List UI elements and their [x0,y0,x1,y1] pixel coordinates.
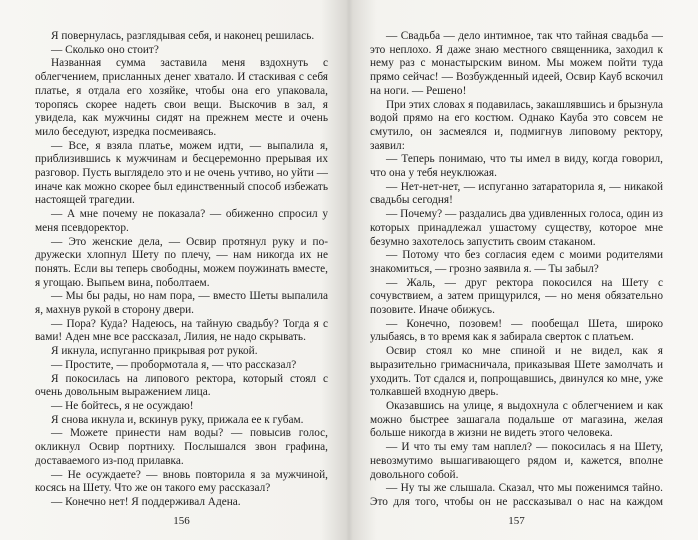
paragraph: Освир стоял ко мне спиной и не видел, как я выразительно гримасничала, приказывая Шете замолчать и уходить. Тот сдался и, попрощавшись, двинулся ко мне, уже толкавшей входную дверь. [370,345,663,399]
paragraph: — Потому что без согласия едем с моими родителями знакомиться, — грозно заявила я. — Ты забыл? [370,249,663,275]
paragraph: При этих словах я подавилась, закашлявшись и брызнула водой прямо на его костюм. Однако Кауба это совсем не смутило, он засмеялся и, подмигнув липовому ректору, заявил: [370,98,663,152]
paragraph: — Сколько оно стоит? [51,43,159,56]
paragraph: Названная сумма заставила меня вздохнуть с облегчением, присланных денег хватало. И стаскивая с себя платье, я отдала его хозяйке, чтобы она его упаковала, торопясь скорее надеть свои вещи. Выскочив в зал, я увидела, как мужчины сидят на прежнем месте и очень мило беседуют, изредка посмеиваясь. [35,57,328,138]
paragraph: — Конечно нет! Я поддерживал Адена. [51,495,241,508]
left-page-text [35,30,328,508]
paragraph: — И что ты ему там наплел? — покосилась я на Шету, невозмутимо вышагивающего рядом и, кажется, вполне довольного собой. [370,441,663,481]
paragraph: — Нет-нет-нет, — испуганно затараторила я, — никакой свадьбы сегодня! [370,180,663,207]
paragraph: — Мы бы рады, но нам пора, — вместо Шеты выпалила я, махнув рукой в сторону двери. [35,290,328,317]
paragraph: — Не бойтесь, я не осуждаю! [51,399,194,412]
paragraph: — Почему? — раздались два удивленных голоса, один из которых принадлежал ушастому существу, которое мне безумно захотелось запустить своим стаканом. [370,208,663,248]
paragraph: — Это женские дела, — Освир протянул руку и по-дружески хлопнул Шету по плечу, — нам никогда их не понять. Если вы теперь свободны, можем поужинать вместе, я угощаю. Выпьем вина, поболтаем. [35,235,328,289]
paragraph: — Конечно, позовем! — пообещал Шета, широко улыбаясь, в то время как я забирала сверток с платьем. [370,317,663,344]
paragraph: Я покосилась на липового ректора, который стоял с очень довольным выражением лица. [35,372,328,399]
page-number: 156 [173,515,190,527]
right-page [370,30,663,530]
paragraph: Я снова икнула и, вскинув руку, прижала ее к губам. [51,413,304,426]
paragraph: Я икнула, испуганно прикрывая рот рукой. [51,345,258,358]
paragraph: Я повернулась, разглядывая себя, и наконец решилась. [51,30,315,42]
left-page [35,30,328,530]
paragraph: — А мне почему не показала? — обиженно спросил у меня псевдоректор. [35,208,328,234]
paragraph: — Жаль, — друг ректора покосился на Шету с сочувствием, а затем прищурился, — но меня обязательно позовите. Иначе обижусь. [370,276,663,317]
paragraph: — Можете принести нам воды? — повысив голос, окликнул Освир портниху. Послышался звон графина, доставаемого из-под прилавка. [35,427,328,467]
paragraph: Оказавшись на улице, я выдохнула с облегчением и как можно быстрее зашагала подальше от магазина, желая больше никогда в жизни не видеть этого человека. [370,399,663,440]
paragraph: — Не осуждаете? — вновь повторила я за мужчиной, косясь на Шету. Что же он такого ему рассказал? [35,468,328,495]
paragraph: — Простите, — пробормотала я, — что рассказал? [51,358,297,371]
page-number: 157 [508,515,525,527]
paragraph: — Все, я взяла платье, можем идти, — выпалила я, приблизившись к мужчинам и бесцеремонно прерывая их разговор. Пусть выглядело это и не очень учтиво, но уйти — иначе как можно скорее был единственный способ избежать настоящей трагедии. [35,139,328,207]
paragraph: — Ну ты же слышала. Сказал, что мы поженимся тайно. Это для того, чтобы он не рассказывал о нас на каждом [370,482,663,508]
paragraph: — Пора? Куда? Надеюсь, на тайную свадьбу? Тогда я с вами! Аден мне все рассказал, Лилия, не надо скрывать. [35,317,328,344]
right-page-text [370,30,663,508]
paragraph: — Свадьба — дело интимное, так что тайная свадьба — это неплохо. Я даже знаю местного священника, заходил к нему раз с монастырским вином. Мы можем пойти туда прямо сейчас! — Возбужденный идеей, Освир Кауб вскочил на ноги. — Решено! [370,30,663,97]
paragraph: — Теперь понимаю, что ты имел в виду, когда говорил, что она у тебя неуклюжая. [370,153,663,180]
